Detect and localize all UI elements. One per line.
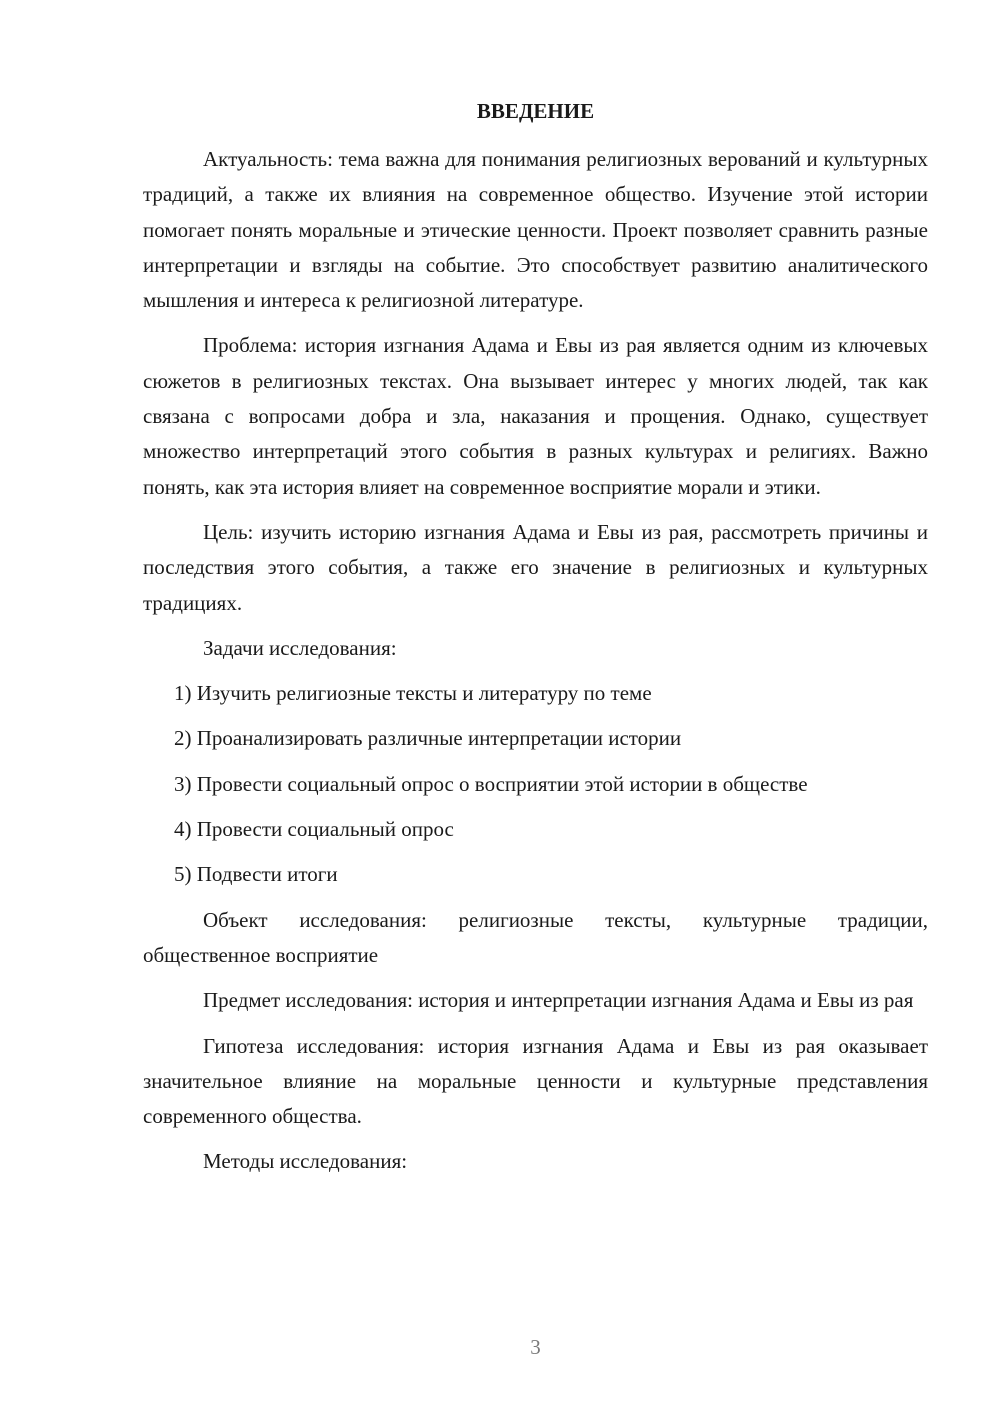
page-title: ВВЕДЕНИЕ: [476, 99, 595, 123]
document-page: [143, 0, 928, 1414]
paragraph-hypothesis: Гипотеза исследования: история изгнания Адама и Евы из рая оказывает значительное влияние на моральные ценности и культурные представления современного общества.: [143, 1033, 928, 1129]
paragraph-object: Объект исследования: религиозные тексты, культурные традиции, общественное восприятие: [143, 907, 928, 967]
tasks-heading: Задачи исследования:: [203, 635, 397, 660]
methods-heading: Методы исследования:: [203, 1149, 408, 1174]
tasks-list: [143, 676, 928, 892]
list-item: 2) Проанализировать различные интерпретации истории: [174, 726, 682, 751]
page-number: 3: [530, 1335, 541, 1359]
list-item: 3) Провести социальный опрос о восприятии этой истории в обществе: [174, 771, 808, 796]
list-item: 4) Провести социальный опрос: [174, 817, 454, 842]
paragraph-relevance: Актуальность: тема важна для понимания религиозных верований и культурных традиций, а также их влияния на современное общество. Изучение этой истории помогает понять моральные и этические ценности. Проект позволяет сравнить разные интерпретации и взгляды на событие. Это способствует развитию аналитического мышления и интереса к религиозной литературе.: [143, 147, 928, 313]
list-item: 1) Изучить религиозные тексты и литературу по теме: [174, 681, 652, 706]
paragraph-problem: Проблема: история изгнания Адама и Евы из рая является одним из ключевых сюжетов в религиозных текстах. Она вызывает интерес у многих людей, так как связана с вопросами добра и зла, наказания и прощения. Однако, существует множество интерпретаций этого события в разных культурах и религиях. Важно понять, как эта история влияет на современное восприятие морали и этики.: [143, 333, 928, 499]
list-item: 5) Подвести итоги: [174, 862, 338, 887]
document-body: [143, 142, 928, 1190]
paragraph-subject: Предмет исследования: история и интерпретации изгнания Адама и Евы из рая: [203, 988, 914, 1013]
paragraph-goal: Цель: изучить историю изгнания Адама и Евы из рая, рассмотреть причины и последствия этого события, а также его значение в религиозных и культурных традициях.: [143, 519, 928, 615]
